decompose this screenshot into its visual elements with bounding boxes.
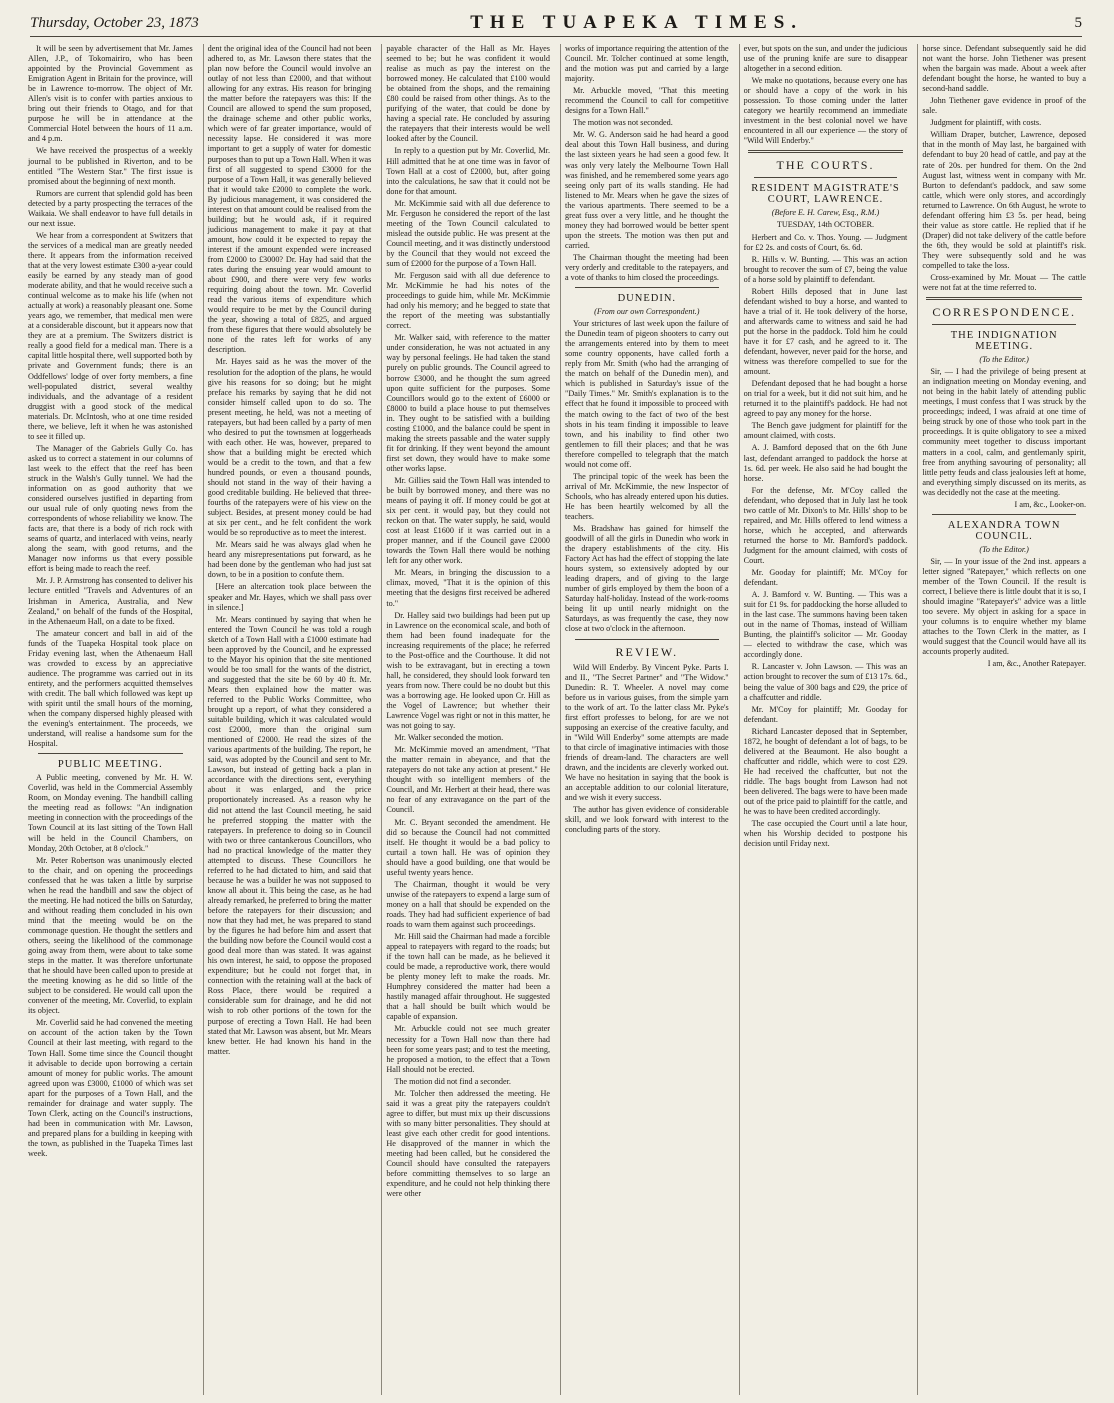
letter-signature: I am, &c., Looker-on.: [1014, 499, 1086, 509]
columns: [24, 44, 1090, 1395]
paragraph: ever, but spots on the sun, and under the judicious use of the pruning knife are sure to disappear altogether in a second edition.: [743, 44, 908, 74]
paragraph: It will be seen by advertisement that Mr. James Allen, J.P., of Tokomairiro, who has been appointed by the Provincial Government as Emigration Agent in Britain for the province, will be in Lawrence to-morrow. The object of Mr. Allen's visit is to confer with parties anxious to bring out their friends to Otago, and for that purpose he will be in attendance at the Commercial Hotel between the hours of 11 a.m. and 4 p.m.: [28, 44, 193, 144]
paragraph: horse since. Defendant subsequently said he did not want the horse. John Tiethener was present when the bargain was made. About a week after defendant bought the horse, he wanted to buy a second-hand saddle.: [922, 44, 1086, 94]
paragraph: Mr. Walker said, with reference to the matter under consideration, he was not actuated in any way by personal feelings. He had taken the stand purely on public grounds. The Council agreed to borrow £3000, and he thought the sum agreed upon quite sufficient for the purposes. Some Councillors would go to the extent of £6000 or £8000 to build a place house to put themselves in. They ought to be satisfied with a building costing £1000, and the balance could be spent in making the streets passable and the water supply fit for drinking. If they went beyond the amount first set down, they would have to make some other works lapse.: [386, 333, 550, 473]
paragraph: Mr. W. G. Anderson said he had heard a good deal about this Town Hall business, and during the last sixteen years he had seen a good few. It was only very lately the Melbourne Town Hall was finished, and he remembered some years ago seeing only part of its walls standing. He had listened to Mr. Mears when he gave the sizes of the various apartments. There seemed to be a great fuss over a very little, and he thought the money they had borrowed would be better spent upon the streets. The motion was then put and carried.: [565, 130, 729, 250]
paragraph: Mr. Gillies said the Town Hall was intended to be built by borrowed money, and there was no means of paying it off. If money could be got at six per cent. it would pay, but they could not reckon on that. The water supply, he said, would cost at least £1600 if it was carried out in a proper manner, and if the Council gave £2000 towards the Town Hall there would be nothing left for any other work.: [386, 475, 550, 566]
paragraph: Mr. Mears continued by saying that when he entered the Town Council he was told a rough sketch of a Town Hall with a £1000 estimate had been approved by the Council, and he expressed to the Mayor his opinion that the site mentioned would be too small for the wants of the district, and suggested that the site be 60 by 40 ft. Mr. Mears then explained how the matter was referred to the Public Works Committee, who brought up a report, of what they considered a suitable building, which it was calculated would cost £2000, more than the original sum mentioned of £2000. He read the sizes of the various apartments of the building. The report, he said, was adopted by the Council and sent to Mr. Lawson, but instead of getting back a plan in accordance with the directions sent, everything about it was enlarged, and the price proportionately increased. As a reason why he did not attend the last Council meeting, he said he preferred stopping the matter with the ratepayers. In preference to doing so in Council with two or three cantankerous Councillors, who had no practical knowledge of the matter they attempted to discuss. These Councillors he referred to he had dictated to him, and said that because he was a builder he was not supposed to know all about it. This being the case, as he had already remarked, he preferred to bring the matter before the ratepayers for their discussion; and now that they had met, he was prepared to stand by the figures he had before him and assert that the building now before the Council would cost a good deal more than was stated. It was against his own interest, he said, to oppose the proposed expenditure; but he could not forget that, in connection with the retaining wall at the back of Ross Place, there would be required a considerable sum for drainage, and he did not wish to rob other portions of the town for the purpose of erecting a Town Hall. He had been stated that Mr. Lawson was absent, but Mr. Mears knew better. He had known his hand in the matter.: [207, 614, 372, 1056]
section-subheading: (To the Editor.): [979, 544, 1029, 554]
paragraph: The motion did not find a seconder.: [394, 1076, 511, 1086]
masthead: [30, 10, 1082, 37]
paragraph: Robert Hills deposed that in June last defendant wished to buy a horse, and wanted to have a trial of it. He took delivery of the horse, and afterwards came to witness and said he had put the horse in the paddock. Told him he could have it for £7 cash, and he agreed to it. The defendant, however, never paid for the horse, and witness was therefore compelled to sue for the amount.: [743, 286, 908, 377]
paragraph: Mr. Walker seconded the motion.: [394, 733, 504, 743]
paragraph: Your strictures of last week upon the failure of the Dunedin team of pigeon shooters to carry out the arrangements entered into by them to meet some country opponents, have called forth a reply from Mr. Smith (who had the arranging of the match on behalf of the Dunedin men), and which is published in Saturday's issue of the "Daily Times." Mr. Smith's explanation is to the effect that he found it impossible to proceed with the match owing to the fact of two of the best shots in his team finding it impossible to leave town, and his inability to find other two gentlemen to fill their places; and that he was therefore compelled to telegraph that the match would not come off.: [565, 319, 729, 469]
paragraph: R. Lancaster v. John Lawson. — This was an action brought to recover the sum of £13 17s. 6d., being the value of 300 bags and £29, the price of a chaffcutter and riddle.: [743, 662, 908, 702]
divider: [575, 639, 719, 640]
paragraph: Mr. McKimmie said with all due deference to Mr. Ferguson he considered the report of the last meeting of the Town Council calculated to mislead the outside public. He was present at the Council meeting, and it was distinctly understood by the Council that they would not exceed the sum of £2000 for the purpose of a Town Hall.: [386, 198, 550, 268]
paragraph: The case occupied the Court until a late hour, when his Worship decided to postpone his decision until Friday next.: [743, 819, 908, 849]
page-number: 5: [1074, 14, 1082, 31]
paragraph: Herbert and Co. v. Thos. Young. — Judgment for £2 2s. and costs of Court, 6s. 6d.: [743, 232, 908, 252]
paragraph: Mr. Peter Robertson was unanimously elected to the chair, and on opening the proceedings confessed that he was taken a little by surprise when he read the handbill and saw the object of the meeting. He had noticed the bills on Saturday, and without reading them concluded in his own mind that the meeting would be on the commonage question. He thought the settlers and others, seeing the likelihood of the commonage going away from them, were about to take some steps in the matter. It was therefore unfortunate that he should have been called upon to preside at the meeting knowing as he did so little of the subject to be considered. He would call upon the convener of the meeting, Mr. Coverlid, to explain its object.: [28, 855, 193, 1016]
paragraph: Mr. C. Bryant seconded the amendment. He did so because the Council had not committed itself. He thought it would be a bad policy to curtail a town hall. He was of opinion they should have a good building, one that would be useful twenty years hence.: [386, 817, 550, 877]
column-5: [739, 44, 912, 1395]
divider: [38, 753, 183, 754]
column-4: [560, 44, 733, 1395]
paragraph: The Manager of the Gabriels Gully Co. has asked us to correct a statement in our columns of last week to the effect that the reef has been struck in the Walsh's Gully tunnel. We had the information on as good authority that we considered ourselves justified in departing from our usual rule of only quoting news from the correspondents of whose reliability we know. The facts are, that there is a body of rich rock with seams of quartz, and interlaced with veins, nearly along the seam, with good returns, and the Manager now informs us that every possible effort is being made to reach the reef.: [28, 443, 193, 574]
paragraph: payable character of the Hall as Mr. Hayes seemed to be; but he was confident it would realise as much as pay the interest on the borrowed money. He calculated that £100 would be obtained from the shops, and the remaining £80 could be raised from other things. As to the purifying of the water, that could be done by having a special rate. He concluded by assuring the ratepayers that their interests would be well looked after by the Council.: [386, 44, 550, 144]
paragraph: Mr. Hill said the Chairman had made a forcible appeal to ratepayers with regard to the roads; but if the town hall can be made, as he believed it could be made, a reproductive work, there would be plenty money left to make the roads. Mr. Humphrey considered the matter had been a hastily managed affair throughout. He suggested that a hall should be built which would be capable of expansion.: [386, 932, 550, 1022]
paragraph: Mr. J. P. Armstrong has consented to deliver his lecture entitled "Travels and Adventures of an Irishman in America, Australia, and New Zealand," on behalf of the funds of the Hospital, in the Athenaeum Hall, on a date to be fixed.: [28, 576, 193, 626]
paragraph: Mr. Tolcher then addressed the meeting. He said it was a great pity the ratepayers couldn't agree to differ, but must mix up their discussions with so many bitter personalities. They should at least give each other credit for good intentions. He disapproved of the manner in which the meeting had been called, but he considered the Council should have consulted the ratepayers before committing themselves to so large an expenditure, and he could not help thinking there were other: [386, 1088, 550, 1199]
paragraph: The author has given evidence of considerable skill, and we look forward with interest to the concluding parts of the story.: [565, 805, 729, 835]
section-heading: REVIEW.: [615, 644, 679, 659]
paragraph: Richard Lancaster deposed that in September, 1872, he bought of defendant a lot of bags, to be delivered at the Beaumont. He also bought a chaffcutter and riddle, which were to cost £29. He had received the chaffcutter, but not the riddle. The bags bought from Lawson had not been delivered. The bags were to have been made out of the price paid to plaintiff for the cattle, and he was to have been credited accordingly.: [743, 726, 908, 817]
paragraph: Mr. Mears, in bringing the discussion to a climax, moved, "That it is the opinion of this meeting that the designs first received be adhered to.": [386, 568, 550, 608]
paragraph: Mr. M'Coy for plaintiff; Mr. Gooday for defendant.: [743, 704, 908, 724]
section-heading: THE INDIGNATION MEETING.: [950, 330, 1058, 353]
paragraph: A Public meeting, convened by Mr. H. W. Coverlid, was held in the Commercial Assembly Room, on Monday evening. The handbill calling the meeting read as follows: "An indignation meeting in connection with the proceedings of the Town Council at its last sitting of the Town Hall will be held in the Council Chambers, on Monday, 20th October, at 8 o'clock.": [28, 773, 193, 853]
divider: [932, 514, 1076, 515]
section-heading: RESIDENT MAGISTRATE'S COURT, LAWRENCE.: [751, 183, 900, 206]
divider: [575, 287, 719, 288]
paragraph: R. Hills v. W. Bunting. — This was an action brought to recover the sum of £7, being the value of a horse sold by plaintiff to defendant.: [743, 254, 908, 284]
paragraph: In reply to a question put by Mr. Coverlid, Mr. Hill admitted that he at one time was in favor of Town Hall at a cost of £2000, but, after going into the calculations, he saw that it could not be done for that amount.: [386, 146, 550, 196]
divider: [754, 177, 898, 178]
paragraph: A. J. Bamford deposed that on the 6th June last, defendant arranged to paddock the horse at 1s. 6d. per week. He also said he had bought the horse.: [743, 443, 908, 483]
paragraph: The principal topic of the week has been the arrival of Mr. McKimmie, the new Inspector of Schools, who has already entered upon his duties. He has been heartily welcomed by all the teachers.: [565, 471, 729, 521]
paragraph: We make no quotations, because every one has or should have a copy of the work in his possession. To those coming under the latter category we heartily recommend an immediate investment in the best colonial novel we have encountered in all our experience — the story of "Wild Will Enderby.": [743, 76, 908, 146]
column-1: [24, 44, 197, 1395]
divider: [748, 150, 904, 153]
paragraph: Judgment for plaintiff, with costs.: [930, 118, 1042, 128]
paragraph: For the defense, Mr. M'Coy called the defendant, who deposed that in July last he took two cattle of Mr. Dixon's to Mr. Hills' shop to be repaired, and Mr. Hills offered to lend witness a horse, which he accepted, and afterwards returned the horse to Mr. Bamford's paddock. Judgment for the amount claimed, with costs of Court.: [743, 485, 908, 565]
paragraph: Rumors are current that splendid gold has been detected by a party prospecting the terraces of the Waikaia. We shall endeavor to have full details in our next issue.: [28, 188, 193, 228]
section-heading: ALEXANDRA TOWN COUNCIL.: [947, 519, 1061, 542]
section-heading: DUNEDIN.: [617, 293, 677, 305]
column-6: [917, 44, 1090, 1395]
paragraph: The motion was not seconded.: [573, 118, 673, 128]
column-2: [203, 44, 376, 1395]
paragraph: Sir, — I had the privilege of being present at an indignation meeting on Monday evening, and not being in the habit lately of attending public meetings, I must confess that I was struck by the proceedings; indeed, I was afraid at one time of being struck by one of those who took part in the proceedings. It is quite obligatory to see a mixed community meet together to discuss important matters in a cool, calm, and gentlemanly spirit, free from anything savouring of personality; all little petty feuds and class jealousies left at home, and everything simply discussed on its merits, as was decidedly not the case at the meeting.: [922, 367, 1086, 497]
newspaper-title: THE TUAPEKA TIMES.: [470, 12, 804, 33]
paragraph: The Chairman, thought it would be very unwise of the ratepayers to expend a large sum of money on a hall that should be expended on the roads. They had had sufficient experience of bad roads to warn them against such proceedings.: [386, 879, 550, 929]
paragraph: The Chairman thought the meeting had been very orderly and creditable to the ratepayers, and a vote of thanks to him closed the proceedings.: [565, 252, 729, 283]
paragraph: Mr. Mears said he was always glad when he heard any misrepresentations put forward, as he had been done by the gentleman who had just sat down, to be in a position to confute them.: [207, 540, 372, 580]
section-subheading: (Before E. H. Carew, Esq., R.M.): [771, 208, 880, 218]
paragraph: Mr. McKimmie moved an amendment, "That the matter remain in abeyance, and that the ratepayers do not take any action at present." He thought with so intelligent members of the Council, and Mr. Herbert at their head, there was no fear of any extravagance on the part of the Council.: [386, 745, 550, 815]
divider: [932, 324, 1076, 325]
paragraph: Mr. Arbuckle moved, "That this meeting recommend the Council to call for competitive designs for a Town Hall.": [565, 86, 729, 116]
paragraph: Mr. Ferguson said with all due deference to Mr. McKimmie he had his notes of the proceedings to guide him, while Mr. McKimmie had only his memory; and he begged to state that the report of the meeting was substantially correct.: [386, 271, 550, 331]
paragraph: Mr. Gooday for plaintiff; Mr. M'Coy for defendant.: [743, 568, 908, 588]
section-subheading: (From our own Correspondent.): [594, 307, 700, 317]
paragraph: We have received the prospectus of a weekly journal to be published in Riverton, and to be entitled "The Western Star." The first issue is promised about the beginning of next month.: [28, 146, 193, 186]
paragraph: The Bench gave judgment for plaintiff for the amount claimed, with costs.: [743, 421, 908, 441]
paragraph: We hear from a correspondent at Switzers that the services of a medical man are greatly needed there. It appears from the information received that at the very lowest estimate £300 a-year could easily be earned by any steady man of good moderate ability, and that he would receive such a continual welcome as to make his life (when not actually at work) a reasonably pleasant one. Some years ago, we remember, that medical men were at a considerable discount, but it appears now that they are at a premium. The Switzers district is really a good field for a medical man. There is a capital little hospital there, well supported both by private and Government funds; there is an Oddfellows' lodge of over forty members, a fine well-populated district, several wealthy individuals, and the advantage of a resident druggist with a good stock of the medical materials. Dr. McIntosh, who at one time resided there, we believe, left it when he was astonished to see it filled up.: [28, 230, 193, 441]
paragraph: A. J. Bamford v. W. Bunting. — This was a suit for £1 9s. for paddocking the horse alluded to in the last case. The summons having been taken out in the name of Thomas, instead of William Bunting, the plaintiff's solicitor — Mr. Gooday — elected to withdraw the case, which was accordingly done.: [743, 590, 908, 660]
paragraph: works of importance requiring the attention of the Council. Mr. Tolcher continued at some length, and the motion was put and carried by a large majority.: [565, 44, 729, 84]
paragraph: Mr. Arbuckle could not see much greater necessity for a Town Hall now than there had been for some years past; and to test the meeting, he proposed a motion, to the effect that a Town Hall should not be erected.: [386, 1024, 550, 1074]
section-heading: PUBLIC MEETING.: [57, 759, 163, 771]
paragraph: Mr. Coverlid said he had convened the meeting on account of the action taken by the Town Council at their last meeting, with regard to the Town Hall. Some time since the Council thought it advisable to decide upon borrowing a certain amount of money for public works. The amount agreed upon was £3000, £1000 of which was set apart for the purposes of a Town Hall, and the remainder for drainage and water supply. The Town Clerk, acting on the Council's instructions, had been in communication with Mr. Lawson, and prepared plans for a building in keeping with the town, as published in the Tuapeka Times last week.: [28, 1018, 193, 1158]
section-subheading: (To the Editor.): [979, 355, 1029, 365]
paragraph: The amateur concert and ball in aid of the funds of the Tuapeka Hospital took place on Friday evening last, when the Athenaeum Hall was crowded to excess by an appreciative audience. The programme was carried out in its entirety, and the performers acquitted themselves with credit. The ball which followed was kept up with spirit until the small hours of the morning, when the company dispersed highly pleased with the evening's entertainment. The proceeds, we understand, will realise a handsome sum for the Hospital.: [28, 628, 193, 749]
section-heading: CORRESPONDENCE.: [932, 305, 1076, 320]
divider: [926, 297, 1082, 300]
paragraph: Wild Will Enderby. By Vincent Pyke. Parts I. and II., "The Secret Partner" and "The Widow." Dunedin: R. T. Wheeler. A novel may come before us in various guises, from the simple yarn to the work of art. To the latter class Mr. Pyke's first effort professes to belong, for are we not supposing an exercise of the creative faculty, and in "Wild Will Enderby" some attempts are made to that circle of imaginative intimacies with those friends of dream-land. The characters are well drawn, and the incidents are cleverly worked out. We have no hesitation in saying that the book is an acceptable addition to our colonial literature, and we wish it every success.: [565, 662, 729, 803]
section-heading: THE COURTS.: [776, 158, 875, 173]
paragraph: Ms. Bradshaw has gained for himself the goodwill of all the girls in Dunedin who work in the drapery establishments of the city. His Factory Act has had the effect of stopping the late hours system, so extensively adopted by our leading drapers, and of giving to the large number of girls employed by them the boon of a Saturday half-holiday. Instead of the work-rooms being lit up until nearly midnight on the Saturdays, as was frequently the case, they now close at two o'clock in the afternoon.: [565, 524, 729, 634]
column-3: [381, 44, 554, 1395]
paragraph: dent the original idea of the Council had not been adhered to, as Mr. Lawson there states that the plan now before the Council would involve an outlay of not less than £2000, and that without allowing for any extras. His reason for bringing the matter before the ratepayers was this: If the Council are allowed to spend the sum proposed, the drainage scheme and other public works, which were of far greater importance, would of necessity lapse. He considered it was more important to get a supply of water for domestic purposes than to put up a Town Hall. When it was first of all suggested to spend £3000 for the purpose of a Town Hall, it was generally believed that it would take £2000 to complete the work. By judicious management, it was considered the interest on that amount could be realised from the building; but he would ask, if it required judicious management to make it pay at that amount, how could it be expected to repay the interest if the amount expended were increased from £2000 to £3000? Dr. Hay had said that the rates during the ensuing year would amount to about £900, and there were very few works requiring doing about the town. Mr. Coverlid read the various items of expenditure which would require to be met by the Council during the year, showing a total of £825, and argued from these figures that there would absolutely be none of the rates left for works of any description.: [207, 44, 372, 355]
court-date: TUESDAY, 14th OCTOBER.: [776, 220, 875, 230]
letter-signature: I am, &c., Another Ratepayer.: [987, 659, 1086, 669]
paragraph: William Draper, butcher, Lawrence, deposed that in the month of May last, he bargained with defendant to buy 20 head of cattle, and pay at the rate of 20s. per hundred for them. On the 2nd August last, witness went in company with Mr. Burton to defendant's paddock, and saw some cattle, which were only stores, and accordingly returned to Lawrence. On 6th August, he wrote to defendant offering him £3 5s. per head, being their value as store cattle. He replied that if he (Draper) did not take delivery of the cattle before the 6th, they would be sold at plaintiff's risk. They were subsequently sold and he was compelled to take the loss.: [922, 130, 1086, 270]
issue-date: Thursday, October 23, 1873: [30, 14, 199, 31]
paragraph: John Tiethener gave evidence in proof of the sale.: [922, 96, 1086, 116]
paragraph: Sir, — In your issue of the 2nd inst. appears a letter signed "Ratepayer," which reflects on one member of the Town Council. If the result is correct, I believe there is little doubt that it is so, I should imagine "Ratepayer's" advice was a little too severe. My object in asking for a space in your columns is to enquire whether my blame attaches to the Town Clerk in the matter, as I would suggest that the Council would have all its accounts properly audited.: [922, 556, 1086, 657]
paragraph: Cross-examined by Mr. Mouat — The cattle were not fat at the time referred to.: [922, 273, 1086, 293]
paragraph: Defendant deposed that he had bought a horse on trial for a week, but it did not suit him, and he returned it to the plaintiff's paddock. He had not agreed to pay any money for the horse.: [743, 379, 908, 419]
paragraph: [Here an altercation took place between the speaker and Mr. Hayes, which we shall pass over in silence.]: [207, 582, 372, 612]
paragraph: Mr. Hayes said as he was the mover of the resolution for the adoption of the plans, he would give his reasons for so doing; but he might preface his remarks by saying that he did not consider himself called upon to do so. The present meeting, he held, was not a meeting of ratepayers, but had been called by a party of men who desired to put the townsmen at loggerheads with each other. He was, however, prepared to show that a building might be erected which would be a credit to the town, and that a few hundred pounds, or even a thousand pounds, should not stand in the way of their having a good creditable building. He believed that three-fourths of the ratepayers were of his view on the subject. Besides, at present money could be had at six per cent., and he felt confident the work would be so reproductive as to meet the interest.: [207, 357, 372, 538]
paragraph: Dr. Halley said two buildings had been put up in Lawrence on the economical scale, and both of them had been found inadequate for the increasing requirements of the place; he referred to the Post-office and the Courthouse. It did not wish to be extravagant, but in erecting a town hall, he considered, they should look forward ten years from now. There could be no doubt but this was a borrowing age. He looked upon Cr. Hill as the Vogel of Lawrence; but whether their Lawrence Vogel was right or not in this matter, he was not going to say.: [386, 610, 550, 731]
